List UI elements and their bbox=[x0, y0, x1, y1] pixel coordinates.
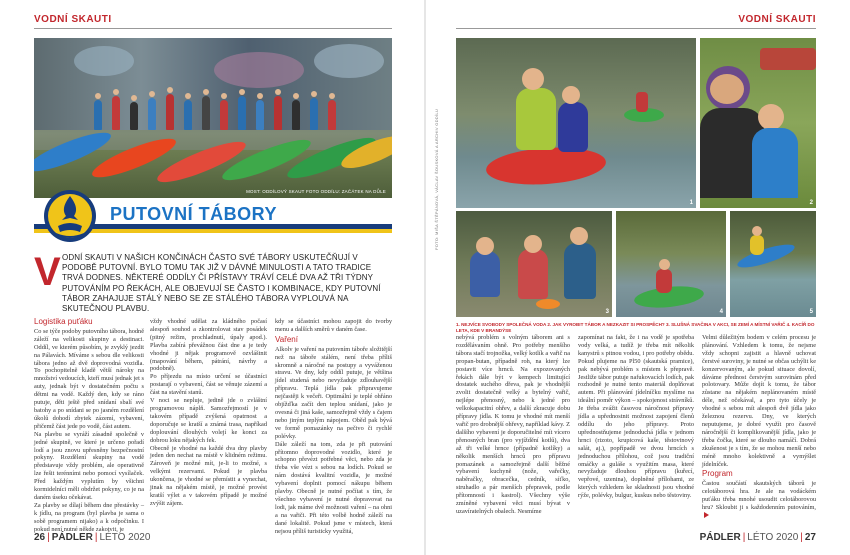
subheading: Logistika puťáku bbox=[34, 317, 93, 326]
photo-5 bbox=[730, 211, 816, 317]
photo-3 bbox=[456, 211, 612, 317]
continue-arrow-icon bbox=[704, 512, 709, 518]
page-number: 27 bbox=[804, 532, 816, 543]
paragraph: nebývá problém s volným táborem ani s rozdělávaním ohně. Pro potřeby menšího tábora stačí trojnožka, velký kotlík a vařič na propan-butan, případně roh, na který lze postavit více hrnců. Na expozovaných řekách dále být v kempech limitující dostatek suchého dřeva, pak je vhodnější zvolit dostatečně velký a bytelný vařič, nejlépe přenosný, nebo k jedné pro velkokapacitní ohřev, a další zkracuje dobu přípravy jídla. K tomu je vhodné mít menší vařič pro drobnější ohřevy, například kávy. Z dalšího vybavení je doporučitelné mít vícero přenosných bran (pro vyjíždění kotlů), dva až tři velké hrnce (případně kotlíky) a několik menších hrnců pro přípravu pomazánek a samozřejmě další běžné vybavení kuchyně (nože, vařečky, naběračky, obracečka, cedník, síťko, struhadlo a pár menších přepravek, podle přítomností i kastrol). Všechny výše zmíněné vybavení věci musí bývat v uzavíratelných obalech. Nesmíme bbox=[456, 334, 570, 515]
photo-number: 5 bbox=[809, 309, 813, 315]
paragraph: Obecně je vhodné na každé dva dny plavby jeden den nechat na místě v klidném režimu. Zároveň je možné mít, je-li to možné, s velkými rezervami. Pokud je plavba ukončena, je vhodné se přemístit a vynechat, jinak na nějakém místě, je možné provést kratší výlet a v takovém případě je možné zvýšit zájem. bbox=[150, 444, 267, 507]
paragraph: Za plavby se dílají během dne přestávky – k jídlu, na program (byl plavba je sama o sobě programem nijako) a k odpočinku. I pokud není nutné někde zakotvit, je bbox=[34, 501, 144, 533]
drop-cap: V bbox=[34, 250, 61, 294]
paragraph: Co se týče podoby putovního tábora, hodně záleží na velikosti skupiny a destinaci. Oddíl, ve kterém působím, je zvyklý jezdit na Pálavách. Míváme s sebou dle velikosti tábora jedno až dvě doprovodná vozidla. To pochopitelně kladě větší nároky na množství vedoucích, kteří musí jednak jet s auty, jednak být v dostatečném počtu s dětmi na vodě. Každý den, kdy se ráno putuje, děti ještě před snídaní sbalí své batohy a po snídani se po jasném rozdělení úkolů dohodí zbytek zázemí, vybavení, přičemž část jede po vodě, část autem. bbox=[34, 327, 144, 430]
text-column-3 bbox=[275, 318, 392, 535]
issue-label: LÉTO 2020 bbox=[99, 532, 151, 543]
photo-caption: 1. NEJVÍCE SVOBODY SPOLEČNÁ VODA 2. JAK VYROBIT TÁBOR A NEZKAZIT SI PROSPĚCH? 3. SLUŠNÁ SVAČINA V AKCI, SE ZEMÍ A MÍSTNÍ VAŘIČ 4. KACÍŘ DO LETA, KDE V BRANDÝSE bbox=[456, 322, 815, 333]
text-column-3 bbox=[702, 334, 816, 521]
graffiti-shape bbox=[314, 44, 384, 78]
paragraph: vždy vhodné udělat za kládného počasí alespoň souhod a zkontrolovat stav posádek (pitný režim, prochladnutí, úpaly apod.). Plavba zabírá převážnou část dne a je tedy vhodné ji nějak programově ozvláštnit (mapování během, pátrání, návrhy a podobně). bbox=[150, 318, 267, 373]
photo-4 bbox=[616, 211, 726, 317]
page-footer: PÁDLER | LÉTO 2020 | 27 bbox=[699, 532, 816, 543]
graffiti-shape bbox=[214, 52, 304, 88]
subheading: Vaření bbox=[275, 334, 298, 344]
issue-label: LÉTO 2020 bbox=[747, 532, 799, 543]
photo-1 bbox=[456, 38, 696, 208]
lead-paragraph: ODNÍ SKAUTI V NAŠICH KONČINÁCH ČASTO SVÉ TÁBORY USKUTEČŇUJÍ V PODOBĚ PUTOVNÍ. BYLO TOMU TAK JIŽ V DÁVNÉ MINULOSTI A TATO TRADICE TRVÁ DODNES. NĚKTERÉ ODDÍLY ČI PŘÍSTAVY TRÁVÍ CELÉ DVA AŽ TŘI TÝDNY PUTOVÁNÍM PO ŘEKÁCH, ALE OBJEVUJÍ SE ČASTO I KOMBINACE, KDY PUTOVNÍ TÁBOR ZAHAJUJE STÁLÝ NEBO SE ZE STÁLÉHO TÁBORA VYPLOUVÁ NA SKUTEČNOU PLAVBU. bbox=[62, 253, 381, 314]
paragraph: Častou součástí skautských táborů je celotáborová hra. Je ale na vodáckém puťáku třeba mnohé usoudit celotáborovou hru? Skloubit ji s každodenním putováním, bbox=[702, 480, 816, 521]
text-column-1 bbox=[34, 316, 144, 533]
photo-credit: MOST: ODDÍLOVÝ SKAUT FOTO ODDÍLU: ZAČÁTEK NA DŮLE bbox=[246, 189, 386, 194]
section-tag: VODNÍ SKAUTI bbox=[738, 14, 816, 25]
section-tag: VODNÍ SKAUTI bbox=[34, 14, 112, 25]
top-rule bbox=[456, 28, 816, 29]
paragraph: kdy se účastníci mohou zapojit do tvorby menu a dalších směrů v daném čase. bbox=[275, 318, 392, 333]
text-column-2 bbox=[578, 334, 694, 500]
paragraph: zapomínat na fakt, že i na vodě je spotřeba vody velká, a tudíž je třeba mít několik kanystrů s pitnou vodou, i pro potřeby obědu. Pokud plujeme na Pl50 (skautská pramice), pak nebývá problém s místem k přepravě. Jestliže tábor putuje nafukovacích lodích, pak rozhodně je nutné tento materiál doplňovat autem. Při plánování jídelníčku myslíme na ideální poměr výkon – spokojenost strávníků. Je třeba zvážit časovou náročnost přípravy jídla a upřednostnit možnost zapojení členů oddílu do jeho přípravy. Proto upřednostňujeme jednoduchá jídla v jednom hrnci (rizoto, krupicová kaše, těstovinový salát, aj.), popřípadě ve dvou hrncích s jednoduchou přílohou, což jsou tradiční omáčky a guláše s využitím masa, které nevyžaduje dlouhou přípravu (kuřecí, vepřové, uzenina), doplněné přílohami, ze kterých vzhledem ke skladnosti jsou vhodné rýže, polévky, bulgur, kuskus nebo těstoviny. bbox=[578, 334, 694, 500]
paragraph: V noci se nepluje, jedině jde o zvláštní programovou náplň. Samozřejmostí je v takovém případě zvýšená opatrnost a doporučuje se kratší a známá trasa, napříkad doplouvání dlouhých volejí ke konci za dobrou loku nějakých fek. bbox=[150, 397, 267, 444]
article-title: PUTOVNÍ TÁBORY bbox=[110, 204, 278, 224]
vertical-photo-credit: FOTO: MIŠA ŠTĚPÁNOVÁ, VÁCLAV ŠOUSKOVÁ A ARCHIV ODDÍLU bbox=[434, 108, 439, 250]
water-scouts-emblem-icon bbox=[42, 186, 98, 248]
magazine-name: PÁDLER bbox=[699, 532, 741, 543]
right-page bbox=[426, 0, 850, 555]
paragraph: Velmi důležitým bodem v celém procesu je plánování. Vzhledem k tomu, že nejsme vždy schopni zajistit a hlavně uchovat čerstvé suroviny, je nutné se občas uchýlit ke konzervovaným, ale pokud situace dovolí, dáváme přednost čerstvým surovinám před polotovary. Může dojít k tomu, že tábor zůstane na nějakém neplánovaném místě déle, než očekával, a pro tyto účely je vhodné s sebou mít alespoň dvě jídla jako železnou rezervu. Dny, ve kterých neputujeme, je dobré využít pro časově náročnější či komplikovanější jídla, jako je třeba čočka, které se dlouho namáčí. Dobrá zkušenost je s tím, že se mohou menší nebo méně mnoho kolektivně a vymýšlet jídelníček. bbox=[702, 334, 816, 468]
text-column-1 bbox=[456, 334, 570, 516]
paragraph: Na plavbu se vyráží zásadně společně v jedné skupině, ve které je určeno pořadí lodí a jsou znovu upřesněny bezpečnostní pokyny. Rozdělení skupiny na vodě představuje vždy problém, ale operativně lze řešit terénními nebo pomocí vysílaček. Před každým vyplutím by všichni kormidelníci měli obdržet pokyny, co je na daném úseku očekávat. bbox=[34, 430, 144, 501]
photo-2 bbox=[700, 38, 816, 208]
subheading: Program bbox=[702, 469, 733, 479]
top-rule bbox=[34, 28, 392, 29]
photo-number: 4 bbox=[719, 309, 723, 315]
photo-number: 2 bbox=[809, 200, 813, 206]
text-column-2 bbox=[150, 318, 267, 508]
photo-number: 3 bbox=[605, 309, 609, 315]
magazine-name: PÁDLER bbox=[51, 532, 93, 543]
paragraph: Alkolv je vaření na putovním táboře složitější než na táboře stálém, není třeba příliš skromně a náročné na postupy a vyváženou stravu. Ve dny, kdy oddíl putuje, je většina jídel studená nebo nevyžaduje zdlouhavější přípravu. Teplá jídla pak připravujeme nejčastěji k večeři. Optimální je teplé ohřáno objížďka začít den teplou snídaní, jako je ovesná či jiná kaše, samozřejmě vždy s čajem nebo jiným teplým nápojem. Oběd pak bývá ve formě pomazánky na pečivo či rychlé polévky. bbox=[275, 345, 392, 440]
hero-photo bbox=[34, 38, 392, 198]
graffiti-shape bbox=[74, 46, 134, 76]
photo-number: 1 bbox=[689, 200, 693, 206]
paragraph: Dále záleží na tom, zda je při putování přítomno doprovodné vozidlo, které je schopno převézt potřebné věci, nebo zda je třeba vše vézt s sebou na lodích. Pokud se nám dostává kvalitní vozidla, je možné vybavení doplnit pomocí nákupu během plavby. Obecně je nutné počítat s tím, že všechno vybavení je nutné dopravovat na lodi, jak máme dvě možnosti vaření – na ohni a na vařiči. Při této volbě hodně záleží na dané lokalitě. Pokud jsme v místech, která nejsou příliš turisticky využitá, bbox=[275, 440, 392, 535]
paragraph: Po příjezdu na místo určení se účastníci postarají o vybavení, část se věnuje zázemí a část na stavění stanů. bbox=[150, 373, 267, 397]
page-number: 26 bbox=[34, 532, 46, 543]
left-page bbox=[0, 0, 424, 555]
page-footer: 26 | PÁDLER | LÉTO 2020 bbox=[34, 532, 151, 543]
